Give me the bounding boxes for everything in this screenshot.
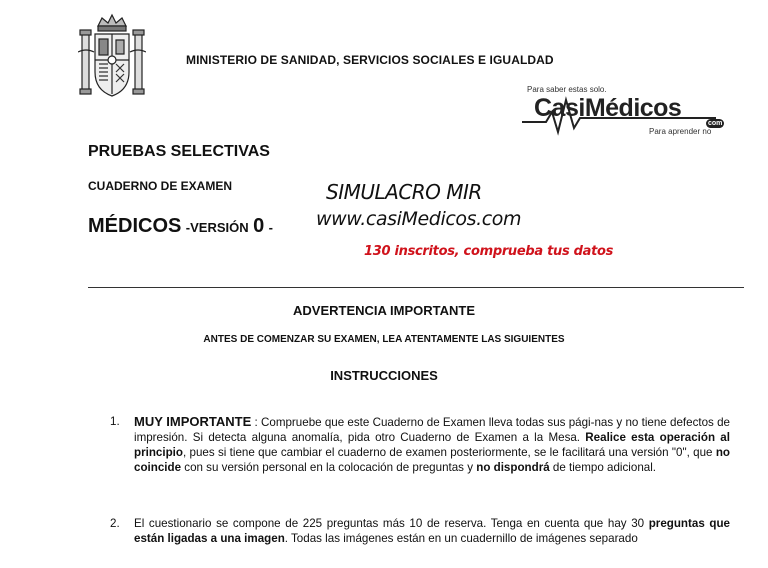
logo-tagline-top: Para saber estas solo. (527, 85, 607, 94)
divider (88, 287, 744, 288)
instructions-heading: INSTRUCCIONES (330, 368, 438, 383)
coat-of-arms-icon (78, 12, 146, 104)
warning-subheading: ANTES DE COMENZAR SU EXAMEN, LEA ATENTAMENTE LAS SIGUIENTES (203, 334, 565, 345)
list-item (110, 516, 730, 546)
ministry-name: MINISTERIO DE SANIDAD, SERVICIOS SOCIALES E IGUALDAD (186, 53, 554, 67)
cuaderno-title: CUADERNO DE EXAMEN (88, 179, 233, 193)
simulacro-annotation: SIMULACRO MIR (326, 180, 482, 204)
website-annotation: www.casiMedicos.com (316, 208, 522, 230)
pruebas-title: PRUEBAS SELECTIVAS (88, 143, 270, 160)
item-number: 1. (110, 415, 120, 428)
logo-brand: CasiMédicos (534, 94, 682, 122)
item-text: El cuestionario se compone de 225 preguntas más 10 de reserva. Tenga en cuenta que hay 30 preguntas que están ligadas a una imagen. Todas las imágenes están en un cuadernillo de imágenes separado (134, 517, 730, 545)
item-number: 2. (110, 517, 120, 530)
item-text: MUY IMPORTANTE : Compruebe que este Cuaderno de Examen lleva todas sus pági-nas y no tiene defectos de impresión. Si detecta alguna anomalía, pida otro Cuaderno de Examen a la Mesa. Realice esta operación al principio, pues si tiene que cambiar el cuaderno de examen posteriormente, se le facilitará una versión "0", que no coincide con su versión personal en la colocación de preguntas y no dispondrá de tiempo adicional. (134, 414, 730, 474)
inscritos-annotation: 130 inscritos, comprueba tus datos (364, 244, 614, 259)
logo-tagline-bottom: Para aprender no (649, 127, 712, 136)
version-title: MÉDICOS -VERSIÓN 0 - (88, 215, 274, 237)
logo-com-badge: com (708, 120, 723, 127)
warning-heading: ADVERTENCIA IMPORTANTE (293, 303, 475, 318)
list-item (110, 414, 730, 475)
